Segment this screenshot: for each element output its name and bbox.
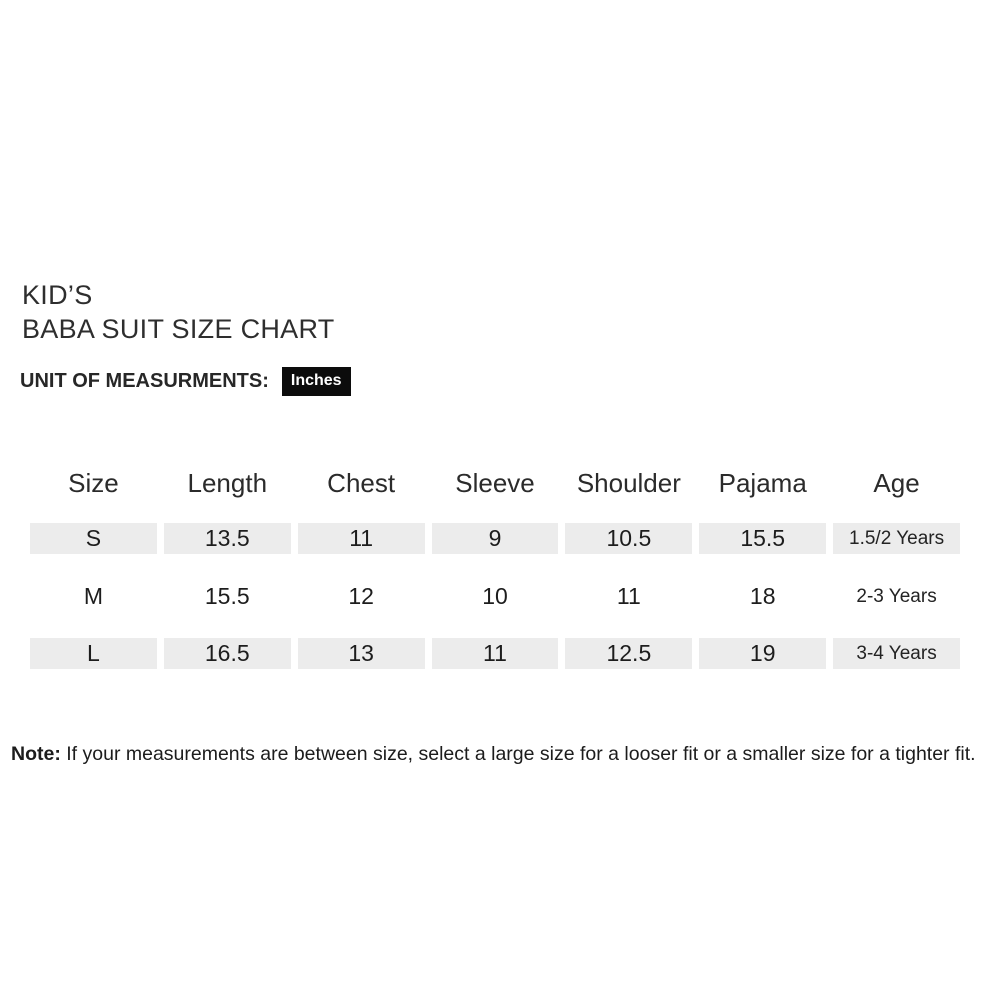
cell-m-pajama: 18 xyxy=(749,583,776,609)
header-cell-pajama: Pajama xyxy=(718,467,807,498)
cell-m-size: M xyxy=(83,583,103,609)
header-cell-size: Size xyxy=(68,467,119,498)
table-row-l xyxy=(30,638,960,669)
cell-l-size: L xyxy=(30,638,157,669)
table-header-row xyxy=(30,461,960,505)
cell-l-pajama: 19 xyxy=(699,638,826,669)
title-line-1: KID’S xyxy=(22,280,93,310)
cell-m-age: 2-3 Years xyxy=(856,585,937,607)
header-cell-shoulder: Shoulder xyxy=(576,467,681,498)
cell-m-chest: 12 xyxy=(348,583,374,609)
note-text: If your measurements are between size, select a large size for a looser fit or a smaller size for a tighter fit. xyxy=(60,743,976,765)
title-line-2: BABA SUIT SIZE CHART xyxy=(22,314,335,344)
table-row-m xyxy=(30,581,960,612)
unit-value-badge: Inches xyxy=(282,367,351,396)
header-cell-sleeve: Sleeve xyxy=(455,467,535,498)
header-cell-chest: Chest xyxy=(327,467,396,498)
cell-s-shoulder: 10.5 xyxy=(565,523,692,554)
unit-label: UNIT OF MEASURMENTS: xyxy=(20,370,269,392)
cell-l-sleeve: 11 xyxy=(432,638,559,669)
cell-s-size: S xyxy=(30,523,157,554)
cell-m-shoulder: 11 xyxy=(616,583,641,609)
cell-s-chest: 11 xyxy=(298,523,425,554)
cell-s-pajama: 15.5 xyxy=(699,523,826,554)
unit-of-measurement xyxy=(20,367,351,396)
cell-s-length: 13.5 xyxy=(164,523,291,554)
cell-s-sleeve: 9 xyxy=(432,523,559,554)
cell-s-age: 1.5/2 Years xyxy=(833,523,960,554)
note-label: Note: xyxy=(11,743,61,765)
cell-l-chest: 13 xyxy=(298,638,425,669)
header-cell-length: Length xyxy=(187,467,268,498)
cell-m-length: 15.5 xyxy=(204,583,250,609)
cell-m-sleeve: 10 xyxy=(482,583,508,609)
table-row-s xyxy=(30,523,960,554)
cell-l-length: 16.5 xyxy=(164,638,291,669)
page-title xyxy=(22,278,335,346)
cell-l-age: 3-4 Years xyxy=(833,638,960,669)
cell-l-shoulder: 12.5 xyxy=(565,638,692,669)
sizing-note xyxy=(11,742,979,767)
header-cell-age: Age xyxy=(873,467,920,498)
